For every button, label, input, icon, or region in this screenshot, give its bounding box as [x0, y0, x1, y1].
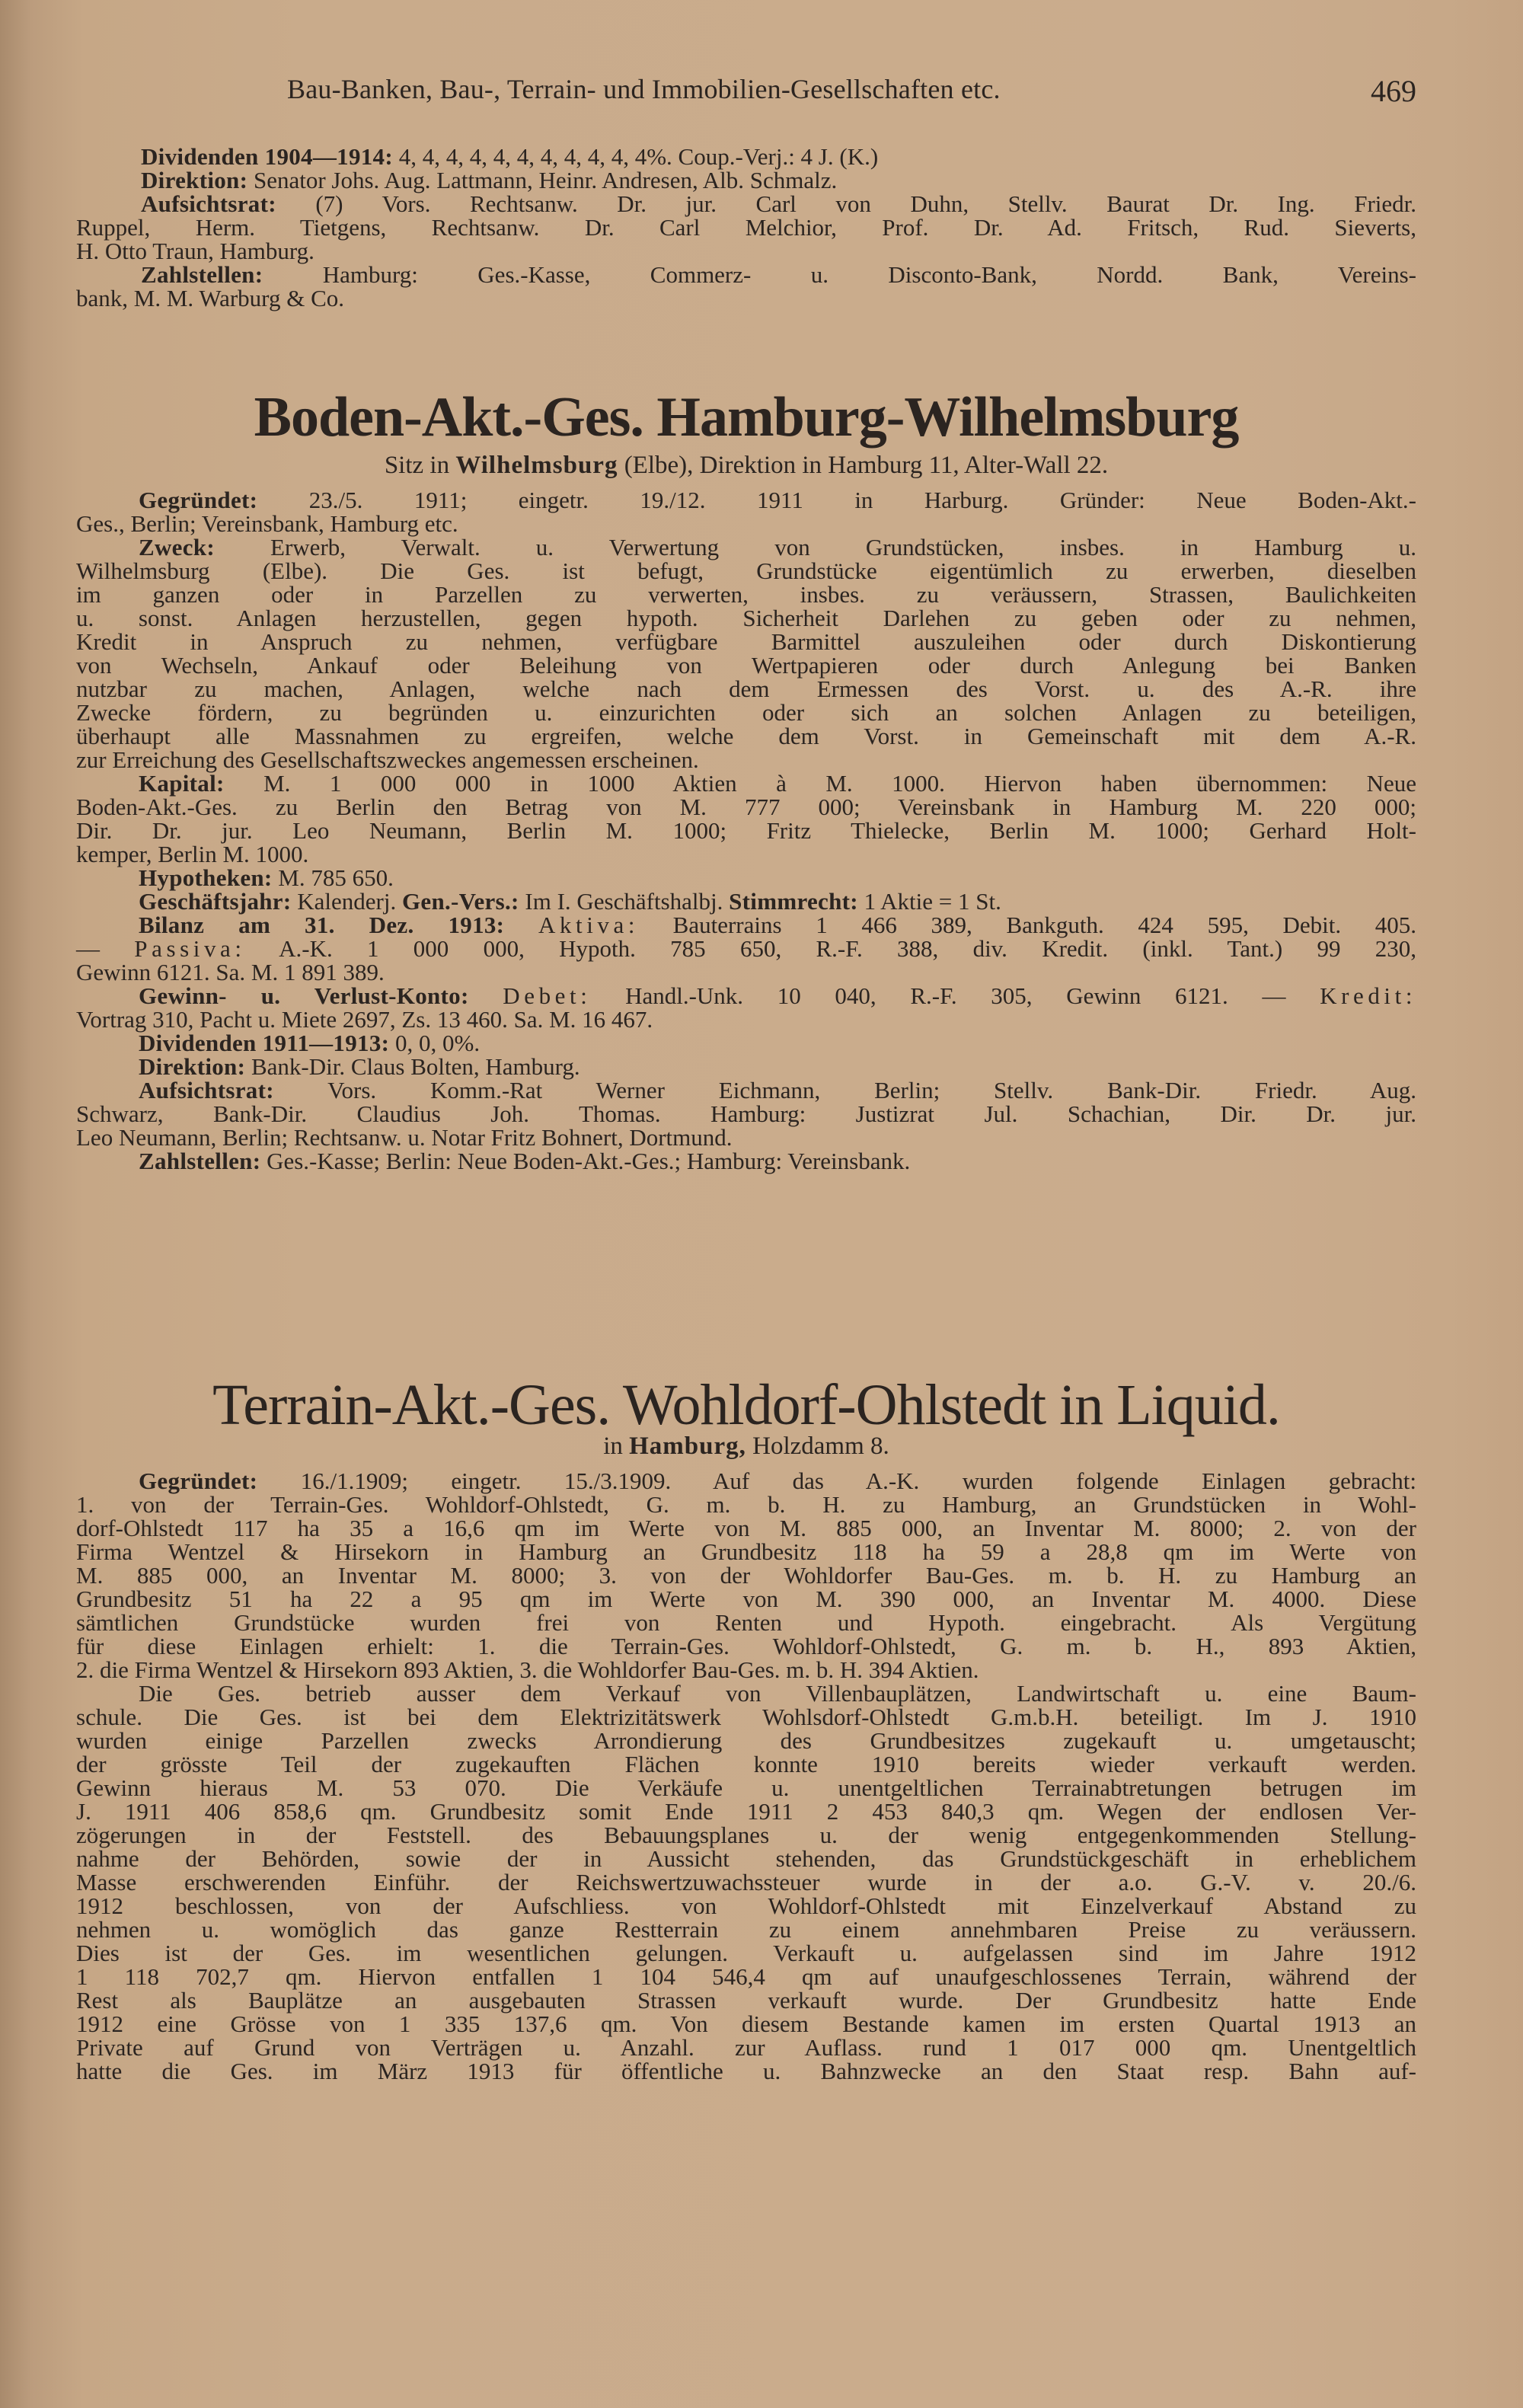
field-label: Geschäftsjahr: — [139, 888, 292, 915]
text-line — [76, 627, 1416, 655]
paragraph — [76, 1075, 1416, 1151]
paragraph — [76, 190, 1416, 264]
text-line — [76, 603, 1416, 631]
paragraph — [76, 1052, 1416, 1080]
text-run: u. sonst. Anlagen herzustellen, gegen hypoth. Sicherheit Darlehen zu geben oder zu nehmen, — [76, 605, 1416, 631]
text-line — [76, 863, 1416, 891]
field-label: Gen.-Vers.: — [401, 888, 519, 915]
seat-prefix: in — [603, 1432, 630, 1460]
text-run: der grösste Teil der zugekauften Flächen konnte 1910 bereits wieder verkauft werden. — [76, 1751, 1416, 1777]
text-run: 1912 eine Grösse von 1 335 137,6 qm. Von diesem Bestande kamen im ersten Quartal 1913 an — [76, 2010, 1416, 2037]
company-seat — [76, 1431, 1416, 1461]
text-run: M. 885 000, an Inventar M. 8000; 3. von der Wohldorfer Bau-Ges. m. b. H. zu Hamburg an — [76, 1562, 1416, 1589]
text-line — [76, 1075, 1416, 1103]
seat-suffix: (Elbe), Direktion in Hamburg 11, Alter-Wall 22. — [618, 452, 1109, 479]
text-line — [76, 721, 1416, 749]
text-run: von Wechseln, Ankauf oder Beleihung von Wertpapieren oder durch Anlegung bei Banken — [76, 652, 1416, 679]
text-run: (7) Vors. Rechtsanw. Dr. jur. Carl von Duhn, Stellv. Baurat Dr. Ing. Friedr. — [276, 190, 1416, 217]
text-run: kemper, Berlin M. 1000. — [76, 841, 309, 867]
text-run: Schwarz, Bank-Dir. Claudius Joh. Thomas. Hamburg: Justizrat Jul. Schachian, Dir. Dr. jur. — [76, 1100, 1416, 1127]
field-label: Zahlstellen: — [139, 1148, 261, 1174]
entry-boden-akt-ges — [76, 485, 1417, 1174]
spaced-label: Debet: — [503, 982, 592, 1009]
text-line — [76, 981, 1417, 1009]
text-run: Vors. Komm.-Rat Werner Eichmann, Berlin; Stellv. Bank-Dir. Friedr. Aug. — [273, 1077, 1416, 1103]
text-line — [76, 1536, 1416, 1565]
text-run: schule. Die Ges. ist bei dem Elektrizitätswerk Wohlsdorf-Ohlstedt G.m.b.H. beteiligt. Im J. 1910 — [76, 1704, 1416, 1730]
text-run: wurden einige Parzellen zwecks Arrondierung des Grundbesitzes zugekauft u. umgetauscht; — [76, 1727, 1416, 1754]
text-line — [76, 2055, 1416, 2084]
paragraph — [76, 863, 1416, 891]
text-line — [76, 1867, 1416, 1895]
paragraph — [76, 166, 1416, 193]
text-line — [76, 260, 1416, 288]
field-label: Hypotheken: — [139, 864, 273, 891]
paragraph — [76, 886, 1416, 915]
text-line — [76, 580, 1416, 608]
seat-city: Hamburg, — [629, 1432, 746, 1460]
text-run: Gewinn hieraus M. 53 070. Die Verkäufe u. unentgeltlichen Terrainabtretungen betrugen im — [76, 1774, 1416, 1801]
field-label: Gegründet: — [139, 1467, 258, 1494]
field-label: Dividenden 1911—1913: — [139, 1030, 390, 1056]
company-title-boden-akt-ges: Boden-Akt.-Ges. Hamburg-Wilhelmsburg — [254, 386, 1239, 449]
text-run: Bauterrains 1 466 389, Bankguth. 424 595, Debit. 405. — [639, 912, 1417, 938]
text-run: J. 1911 406 858,6 qm. Grundbesitz somit Ende 1911 2 453 840,3 qm. Wegen der endlosen Ver- — [76, 1798, 1416, 1825]
text-line — [76, 910, 1417, 938]
field-label: Zahlstellen: — [141, 261, 263, 288]
section-continued-entry — [76, 142, 1416, 311]
text-line — [76, 1890, 1416, 1919]
seat-prefix: Sitz in — [384, 452, 456, 479]
text-run: Handl.-Unk. 10 040, R.-F. 305, Gewinn 6121. — — [591, 982, 1320, 1009]
text-run: Zwecke fördern, zu begründen u. einzurichten oder sich an solchen Anlagen zu beteiligen, — [76, 699, 1416, 726]
text-line — [76, 886, 1416, 915]
page-number: 469 — [1371, 74, 1416, 108]
text-line — [76, 166, 1416, 193]
text-line — [76, 1701, 1416, 1730]
paragraph — [76, 532, 1416, 773]
text-line — [76, 1607, 1416, 1636]
text-run: Ruppel, Herm. Tietgens, Rechtsanw. Dr. Carl Melchior, Prof. Dr. Ad. Fritsch, Rud. Sieverts, — [76, 214, 1416, 241]
text-run: Ges.-Kasse; Berlin: Neue Boden-Akt.-Ges.; Hamburg: Vereinsbank. — [260, 1148, 911, 1174]
text-line — [76, 1937, 1416, 1966]
text-run: 4, 4, 4, 4, 4, 4, 4, 4, 4, 4, 4%. Coup.-Verj.: 4 J. (K.) — [392, 143, 879, 170]
text-line — [76, 816, 1416, 844]
text-run: H. Otto Traun, Hamburg. — [76, 238, 314, 264]
text-run: Dir. Dr. jur. Leo Neumann, Berlin M. 1000; Fritz Thielecke, Berlin M. 1000; Gerhard Holt- — [76, 817, 1416, 844]
text-line — [76, 1512, 1416, 1541]
text-run: 1. von der Terrain-Ges. Wohldorf-Ohlstedt, G. m. b. H. zu Hamburg, an Grundstücken in Wohl- — [76, 1491, 1416, 1518]
text-run: 1912 beschlossen, von der Aufschliess. von Wohldorf-Ohlstedt mit Einzelverkauf Abstand zu — [76, 1892, 1416, 1919]
text-run: Die Ges. betrieb ausser dem Verkauf von Villenbauplätzen, Landwirtschaft u. eine Baum- — [139, 1680, 1416, 1707]
text-line — [76, 934, 1417, 962]
text-line — [76, 1028, 1416, 1056]
text-run: im ganzen oder in Parzellen zu verwerten, insbes. zu veräussern, Strassen, Baulichkeiten — [76, 581, 1416, 608]
company-title-terrain-akt-ges: Terrain-Akt.-Ges. Wohldorf-Ohlstedt in Liquid. — [212, 1373, 1280, 1437]
text-line — [76, 792, 1416, 820]
text-line — [76, 1099, 1416, 1127]
field-label: Direktion: — [139, 1053, 246, 1080]
field-label: Gewinn- u. Verlust-Konto: — [139, 982, 469, 1009]
text-run: nutzbar zu machen, Anlagen, welche nach dem Ermessen des Vorst. u. des A.-R. ihre — [76, 675, 1416, 702]
entry-terrain-akt-ges — [76, 1465, 1416, 2084]
paragraph — [76, 1465, 1416, 1683]
text-run: Bank-Dir. Claus Bolten, Hamburg. — [245, 1053, 580, 1080]
text-run: Vortrag 310, Pacht u. Miete 2697, Zs. 13 460. Sa. M. 16 467. — [76, 1006, 653, 1033]
text-line — [76, 1489, 1416, 1518]
text-line — [76, 1560, 1416, 1589]
field-label: Kapital: — [139, 770, 225, 797]
text-line — [76, 485, 1416, 513]
text-line — [76, 1749, 1416, 1777]
text-run: Leo Neumann, Berlin; Rechtsanw. u. Notar Fritz Bohnert, Dortmund. — [76, 1124, 733, 1151]
field-label: Gegründet: — [139, 487, 258, 513]
text-line — [76, 650, 1416, 679]
text-run: — — [76, 935, 135, 962]
text-run: Ges., Berlin; Vereinsbank, Hamburg etc. — [76, 510, 458, 537]
text-run: Kredit in Anspruch zu nehmen, verfügbare Barmittel auszuleihen oder durch Diskontierung — [76, 628, 1416, 655]
text-run: für diese Einlagen erhielt: 1. die Terrain-Ges. Wohldorf-Ohlstedt, G. m. b. H., 893 Aktien, — [76, 1633, 1416, 1659]
text-run: Erwerb, Verwalt. u. Verwertung von Grundstücken, insbes. in Hamburg u. — [214, 534, 1416, 560]
text-run: M. 1 000 000 in 1000 Aktien à M. 1000. Hiervon haben übernommen: Neue — [224, 770, 1416, 797]
text-run: 0, 0, 0%. — [389, 1030, 481, 1056]
text-run: 1 118 702,7 qm. Hiervon entfallen 1 104 546,4 qm auf unaufgeschlossenes Terrain, während der — [76, 1963, 1416, 1990]
text-run: dorf-Ohlstedt 117 ha 35 a 16,6 qm im Werte von M. 885 000, an Inventar M. 8000; 2. von der — [76, 1515, 1416, 1541]
text-line — [76, 1052, 1416, 1080]
paragraph — [76, 1678, 1416, 2084]
text-run: 23./5. 1911; eingetr. 19./12. 1911 in Harburg. Gründer: Neue Boden-Akt.- — [257, 487, 1416, 513]
text-run: 16./1.1909; eingetr. 15./3.1909. Auf das A.-K. wurden folgende Einlagen gebracht: — [257, 1467, 1416, 1494]
paragraph — [76, 1028, 1416, 1056]
text-run: Private auf Grund von Verträgen u. Anzahl. zur Auflass. rund 1 017 000 qm. Unentgeltlich — [76, 2034, 1416, 2061]
text-line — [76, 213, 1416, 241]
text-line — [76, 1985, 1416, 2014]
field-label: Aufsichtsrat: — [141, 190, 276, 217]
text-run: Im I. Geschäftshalbj. — [519, 888, 730, 915]
field-label: Stimmrecht: — [729, 888, 858, 915]
text-run: Gewinn 6121. Sa. M. 1 891 389. — [76, 959, 385, 985]
text-line — [76, 532, 1416, 560]
text-line — [76, 1772, 1416, 1801]
spaced-label: Kredit: — [1320, 982, 1417, 1009]
text-line — [76, 1146, 1416, 1174]
text-run: Rest als Bauplätze an ausgebauten Strassen verkauft wurde. Der Grundbesitz hatte Ende — [76, 1987, 1416, 2014]
page-header — [76, 73, 1416, 111]
text-run: nehmen u. womöglich das ganze Restterrain zu einem annehmbaren Preise zu veräussern. — [76, 1916, 1416, 1943]
paragraph — [76, 142, 1416, 170]
paragraph — [76, 1146, 1416, 1174]
text-run: Wilhelmsburg (Elbe). Die Ges. ist befugt, Grundstücke eigentümlich zu erwerben, dieselben — [76, 557, 1416, 584]
text-run: bank, M. M. Warburg & Co. — [76, 285, 344, 311]
seat-city: Wilhelmsburg — [455, 452, 618, 479]
text-run: sämtlichen Grundstücke wurden frei von Renten und Hypoth. eingebracht. Als Vergütung — [76, 1609, 1416, 1636]
text-line — [76, 556, 1416, 584]
paragraph — [76, 768, 1416, 867]
text-line — [76, 1843, 1416, 1872]
text-line — [76, 1583, 1416, 1612]
paragraph — [76, 260, 1416, 311]
text-run: Hamburg: Ges.-Kasse, Commerz- u. Disconto-Bank, Nordd. Bank, Vereins- — [263, 261, 1416, 288]
spaced-label: Aktiva: — [538, 912, 640, 938]
field-label: Zweck: — [139, 534, 215, 560]
text-line — [76, 190, 1416, 217]
text-run: zögerungen in der Feststell. des Bebauungsplanes u. der wenig entgegenkommenden Stellung- — [76, 1822, 1416, 1848]
text-line — [76, 142, 1416, 170]
text-run: Senator Johs. Aug. Lattmann, Heinr. Andresen, Alb. Schmalz. — [247, 167, 838, 193]
text-run: Kalenderj. — [291, 888, 402, 915]
text-line — [76, 1465, 1416, 1494]
text-line — [76, 1819, 1416, 1848]
text-line — [76, 1796, 1416, 1825]
field-label: Direktion: — [141, 167, 248, 193]
text-run: Masse erschwerenden Einführ. der Reichswertzuwachssteuer wurde in der a.o. G.-V. v. 20./6. — [76, 1869, 1416, 1895]
seat-suffix: Holzdamm 8. — [746, 1432, 889, 1460]
paragraph — [76, 910, 1417, 985]
paragraph — [76, 485, 1416, 537]
text-line — [76, 1678, 1416, 1707]
text-run: 1 Aktie = 1 St. — [857, 888, 1001, 915]
text-run: zur Erreichung des Gesellschaftszweckes angemessen erscheinen. — [76, 746, 699, 773]
paragraph — [76, 981, 1417, 1033]
text-run: Dies ist der Ges. im wesentlichen gelungen. Verkauft u. aufgelassen sind im Jahre 1912 — [76, 1940, 1416, 1966]
text-line — [76, 2008, 1416, 2037]
text-run: Grundbesitz 51 ha 22 a 95 qm im Werte von M. 390 000, an Inventar M. 4000. Diese — [76, 1586, 1416, 1612]
field-label: Dividenden 1904—1914: — [141, 143, 393, 170]
field-label: Bilanz am 31. Dez. 1913: — [139, 912, 505, 938]
text-line — [76, 1914, 1416, 1943]
text-line — [76, 768, 1416, 797]
text-line — [76, 2032, 1416, 2061]
text-run: nahme der Behörden, sowie der in Aussicht stehenden, das Grundstückgeschäft in erheblichem — [76, 1845, 1416, 1872]
text-run: M. 785 650. — [272, 864, 394, 891]
text-run: Firma Wentzel & Hirsekorn in Hamburg an Grundbesitz 118 ha 59 a 28,8 qm im Werte von — [76, 1538, 1416, 1565]
text-run: A.-K. 1 000 000, Hypoth. 785 650, R.-F. 388, div. Kredit. (inkl. Tant.) 99 230, — [245, 935, 1417, 962]
text-run: Boden-Akt.-Ges. zu Berlin den Betrag von M. 777 000; Vereinsbank in Hamburg M. 220 000; — [76, 794, 1416, 820]
spaced-label: Passiva: — [134, 935, 246, 962]
field-label: Aufsichtsrat: — [139, 1077, 274, 1103]
text-run: überhaupt alle Massnahmen zu ergreifen, welche dem Vorst. in Gemeinschaft mit dem A.-R. — [76, 723, 1416, 749]
text-run: hatte die Ges. im März 1913 für öffentliche u. Bahnzwecke an den Staat resp. Bahn auf- — [76, 2058, 1416, 2084]
text-line — [76, 1725, 1416, 1754]
text-run: 2. die Firma Wentzel & Hirsekorn 893 Aktien, 3. die Wohldorfer Bau-Ges. m. b. H. 394 Aktien. — [76, 1656, 979, 1683]
text-line — [76, 1961, 1416, 1990]
text-line — [76, 1630, 1416, 1659]
text-line — [76, 674, 1416, 702]
text-line — [76, 698, 1416, 726]
company-seat — [76, 450, 1416, 481]
running-title: Bau-Banken, Bau-, Terrain- und Immobilien-Gesellschaften etc. — [287, 74, 1001, 104]
